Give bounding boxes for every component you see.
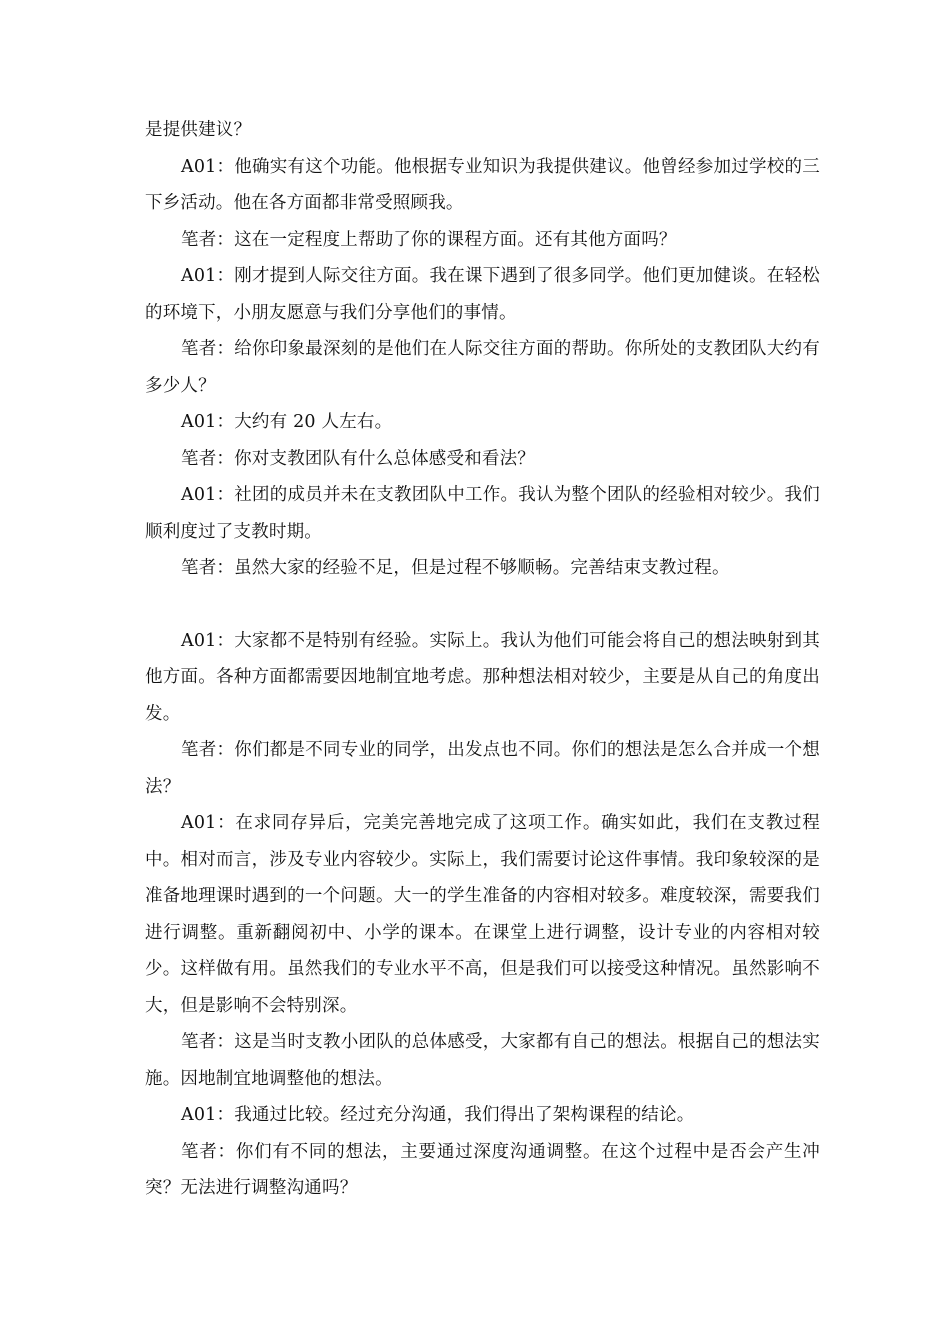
paragraph-8: A01：社团的成员并未在支教团队中工作。我认为整个团队的经验相对较少。我们顺利度过了支教时期。 [145,485,820,542]
paragraph-3: 笔者：这在一定程度上帮助了你的课程方面。还有其他方面吗？ [181,229,677,250]
paragraph-5: 笔者：给你印象最深刻的是他们在人际交往方面的帮助。你所处的支教团队大约有多少人？ [145,339,820,396]
paragraph-7: 笔者：你对支教团队有什么总体感受和看法？ [181,448,535,469]
paragraph-12: A01：在求同存异后，完美完善地完成了这项工作。确实如此，我们在支教过程中。相对而言，涉及专业内容较少。实际上，我们需要讨论这件事情。我印象较深的是准备地理课时遇到的一个问题。大一的学生准备的内容相对较多。难度较深，需要我们进行调整。重新翻阅初中、小学的课本。在课堂上进行调整，设计专业的内容相对较少。这样做有用。虽然我们的专业水平不高，但是我们可以接受这种情况。虽然影响不大，但是影响不会特别深。 [145,813,820,1016]
paragraph-11: 笔者：你们都是不同专业的同学，出发点也不同。你们的想法是怎么合并成一个想法？ [145,740,820,797]
paragraph-13: 笔者：这是当时支教小团队的总体感受，大家都有自己的想法。根据自己的想法实施。因地制宜地调整他的想法。 [145,1032,820,1089]
paragraph-15: 笔者：你们有不同的想法，主要通过深度沟通调整。在这个过程中是否会产生冲突？无法进行调整沟通吗？ [145,1141,820,1198]
paragraph-2: A01：他确实有这个功能。他根据专业知识为我提供建议。他曾经参加过学校的三下乡活动。他在各方面都非常受照顾我。 [145,156,820,213]
blank-line [145,587,820,623]
paragraph-1: 是提供建议？ [145,120,252,140]
document-body [145,112,820,1207]
paragraph-4: A01：刚才提到人际交往方面。我在课下遇到了很多同学。他们更加健谈。在轻松的环境下，小朋友愿意与我们分享他们的事情。 [145,266,820,323]
paragraph-6: A01：大约有 20 人左右。 [181,412,393,432]
paragraph-9: 笔者：虽然大家的经验不足，但是过程不够顺畅。完善结束支教过程。 [181,558,730,578]
paragraph-10: A01：大家都不是特别有经验。实际上。我认为他们可能会将自己的想法映射到其他方面。各种方面都需要因地制宜地考虑。那种想法相对较少，主要是从自己的角度出发。 [145,630,820,724]
paragraph-14: A01：我通过比较。经过充分沟通，我们得出了架构课程的结论。 [181,1105,695,1125]
